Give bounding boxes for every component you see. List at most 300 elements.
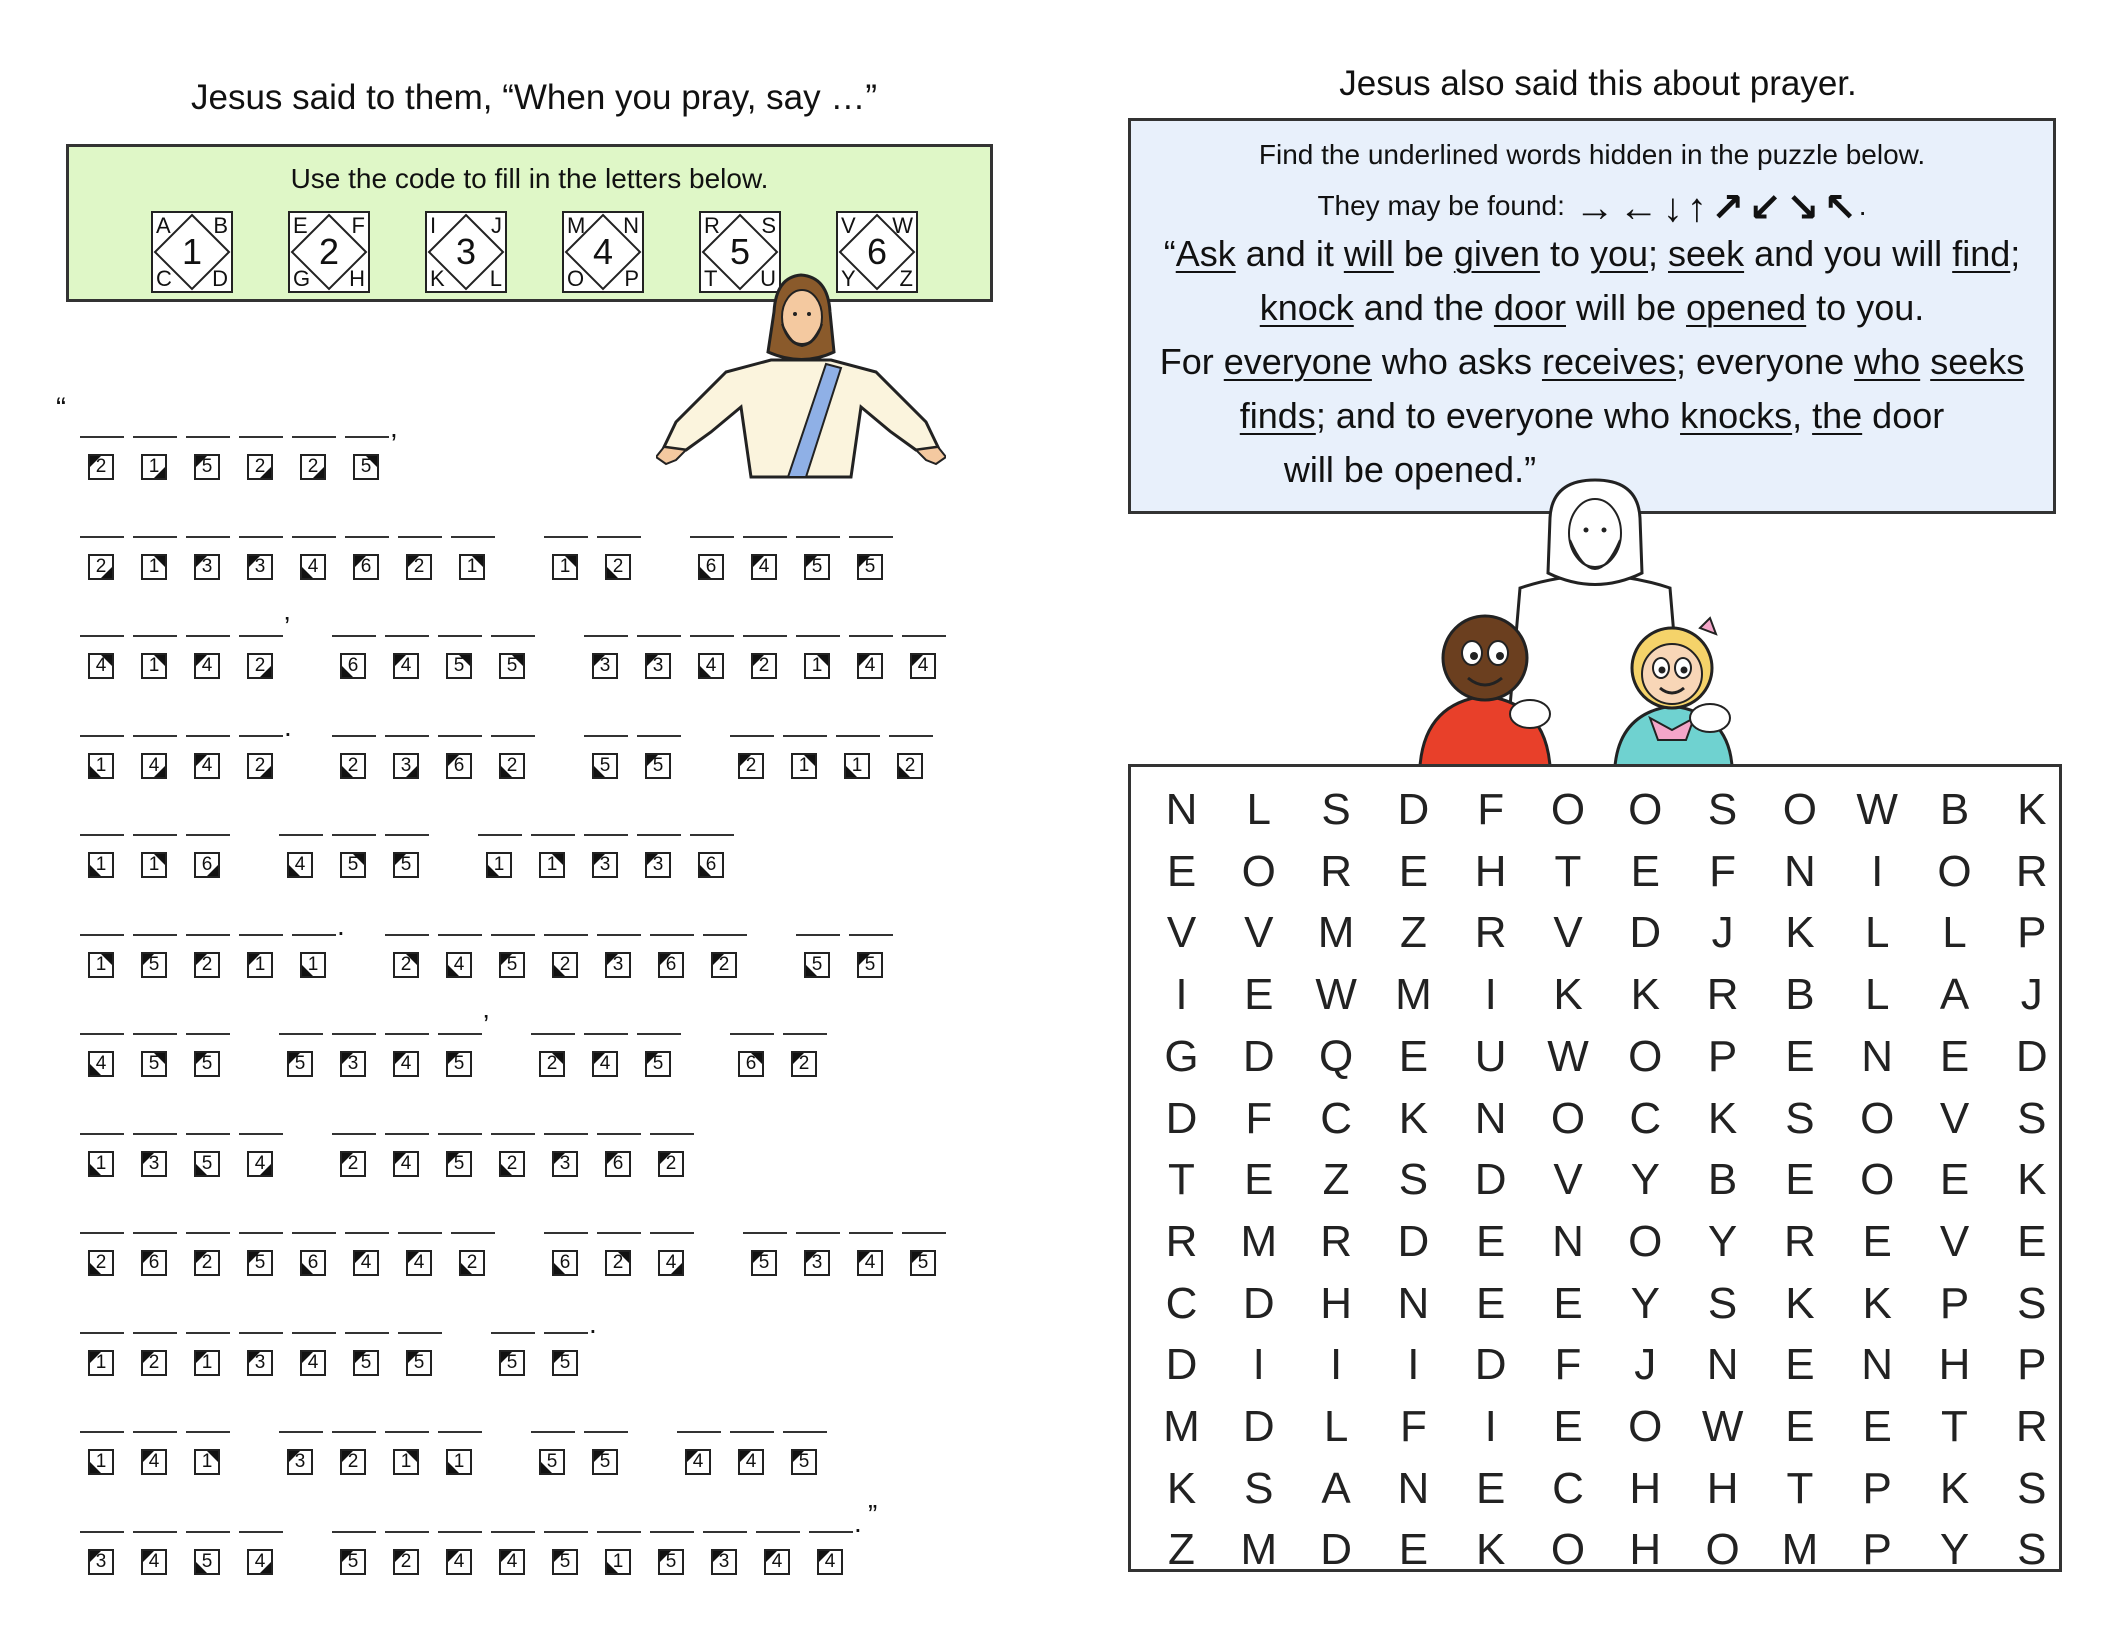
answer-blank[interactable] <box>186 735 230 737</box>
answer-blank[interactable] <box>186 1232 230 1234</box>
grid-letter[interactable]: E <box>1398 1031 1429 1081</box>
cipher-letter-slot[interactable] <box>184 924 234 984</box>
answer-blank[interactable] <box>849 934 893 936</box>
grid-letter[interactable]: N <box>1165 785 1198 834</box>
cipher-letter-slot[interactable] <box>237 526 287 586</box>
grid-letter[interactable]: K <box>1707 1093 1738 1143</box>
grid-letter[interactable]: E <box>1244 1155 1274 1205</box>
cipher-letter-slot[interactable] <box>343 526 393 586</box>
grid-letter[interactable]: K <box>2017 1155 2047 1205</box>
cipher-letter-slot[interactable] <box>489 1521 539 1581</box>
cipher-letter-slot[interactable] <box>78 426 128 486</box>
grid-letter[interactable]: N <box>1784 846 1816 896</box>
cipher-letter-slot[interactable] <box>78 1123 128 1183</box>
grid-letter[interactable]: D <box>2015 1031 2048 1081</box>
grid-letter[interactable]: O <box>1628 1216 1663 1266</box>
cipher-letter-slot[interactable] <box>887 725 937 785</box>
answer-blank[interactable] <box>491 934 535 936</box>
cipher-letter-slot[interactable] <box>741 625 791 685</box>
cipher-letter-slot[interactable] <box>741 1222 791 1282</box>
cipher-letter-slot[interactable] <box>781 1421 831 1481</box>
answer-blank[interactable] <box>332 735 376 737</box>
cipher-letter-slot[interactable] <box>343 426 393 486</box>
grid-letter[interactable]: N <box>1861 1031 1894 1081</box>
cipher-letter-slot[interactable] <box>237 625 287 685</box>
grid-letter[interactable]: T <box>1168 1155 1195 1205</box>
answer-blank[interactable] <box>133 436 177 438</box>
cipher-letter-slot[interactable] <box>237 1123 287 1183</box>
cipher-letter-slot[interactable] <box>595 1222 645 1282</box>
grid-letter[interactable]: S <box>1707 785 1738 834</box>
grid-letter[interactable]: L <box>1246 785 1272 834</box>
grid-letter[interactable]: S <box>1785 1093 1815 1143</box>
cipher-letter-slot[interactable] <box>383 924 433 984</box>
answer-blank[interactable] <box>385 1431 429 1433</box>
answer-blank[interactable] <box>186 834 230 836</box>
cipher-letter-slot[interactable] <box>675 1421 725 1481</box>
cipher-letter-slot[interactable] <box>131 1521 181 1581</box>
answer-blank[interactable] <box>332 1431 376 1433</box>
answer-blank[interactable] <box>743 635 787 637</box>
cipher-letter-slot[interactable] <box>741 526 791 586</box>
grid-letter[interactable]: D <box>1320 1525 1352 1575</box>
cipher-letter-slot[interactable] <box>489 1123 539 1183</box>
grid-letter[interactable]: W <box>1856 785 1898 834</box>
cipher-letter-slot[interactable] <box>237 725 287 785</box>
grid-letter[interactable]: Y <box>1630 1155 1660 1205</box>
grid-letter[interactable]: O <box>1860 1155 1895 1205</box>
cipher-letter-slot[interactable] <box>728 1023 778 1083</box>
answer-blank[interactable] <box>133 735 177 737</box>
cipher-letter-slot[interactable] <box>131 824 181 884</box>
cipher-letter-slot[interactable] <box>330 725 380 785</box>
grid-letter[interactable]: R <box>2015 1402 2048 1451</box>
answer-blank[interactable] <box>332 1033 376 1035</box>
grid-letter[interactable]: O <box>1241 846 1276 896</box>
cipher-letter-slot[interactable] <box>78 725 128 785</box>
answer-blank[interactable] <box>186 1332 230 1334</box>
grid-letter[interactable]: S <box>1321 785 1351 834</box>
cipher-letter-slot[interactable] <box>436 924 486 984</box>
grid-letter[interactable]: D <box>1165 1093 1198 1143</box>
cipher-letter-slot[interactable] <box>383 824 433 884</box>
answer-blank[interactable] <box>80 1332 124 1334</box>
answer-blank[interactable] <box>385 735 429 737</box>
grid-letter[interactable]: R <box>1474 908 1507 958</box>
cipher-letter-slot[interactable] <box>396 526 446 586</box>
answer-blank[interactable] <box>239 1133 283 1135</box>
grid-letter[interactable]: A <box>1321 1463 1351 1513</box>
grid-letter[interactable]: E <box>1476 1463 1506 1513</box>
grid-letter[interactable]: O <box>1705 1525 1740 1575</box>
cipher-letter-slot[interactable] <box>754 1521 804 1581</box>
grid-letter[interactable]: E <box>2017 1216 2047 1266</box>
grid-letter[interactable]: O <box>1550 785 1586 834</box>
grid-letter[interactable]: A <box>1939 970 1970 1020</box>
answer-blank[interactable] <box>438 635 482 637</box>
answer-blank[interactable] <box>743 1232 787 1234</box>
answer-blank[interactable] <box>398 1332 442 1334</box>
cipher-letter-slot[interactable] <box>78 1521 128 1581</box>
cipher-letter-slot[interactable] <box>131 725 181 785</box>
grid-letter[interactable]: I <box>1484 1402 1497 1451</box>
cipher-letter-slot[interactable] <box>489 725 539 785</box>
answer-blank[interactable] <box>80 1431 124 1433</box>
answer-blank[interactable] <box>239 635 283 637</box>
grid-letter[interactable]: C <box>1629 1093 1662 1143</box>
cipher-letter-slot[interactable] <box>237 1322 287 1382</box>
cipher-letter-slot[interactable] <box>834 725 884 785</box>
answer-blank[interactable] <box>80 1531 124 1533</box>
word-search-grid[interactable] <box>1128 764 2062 1575</box>
answer-blank[interactable] <box>796 934 840 936</box>
cipher-letter-slot[interactable] <box>542 526 592 586</box>
cipher-letter-slot[interactable] <box>184 625 234 685</box>
grid-letter[interactable]: K <box>1166 1463 1197 1513</box>
answer-blank[interactable] <box>398 1232 442 1234</box>
answer-blank[interactable] <box>849 635 893 637</box>
grid-letter[interactable]: E <box>1553 1278 1583 1328</box>
answer-blank[interactable] <box>80 834 124 836</box>
cipher-letter-slot[interactable] <box>78 924 128 984</box>
grid-letter[interactable]: F <box>1709 846 1737 896</box>
answer-blank[interactable] <box>239 735 283 737</box>
grid-letter[interactable]: Z <box>1168 1525 1195 1575</box>
cipher-letter-slot[interactable] <box>290 1322 340 1382</box>
cipher-letter-slot[interactable] <box>330 625 380 685</box>
cipher-letter-slot[interactable] <box>383 1123 433 1183</box>
grid-letter[interactable]: O <box>1628 1402 1663 1451</box>
grid-letter[interactable]: S <box>1398 1155 1429 1205</box>
answer-blank[interactable] <box>637 1033 681 1035</box>
grid-letter[interactable]: E <box>1166 846 1197 896</box>
grid-letter[interactable]: N <box>1706 1340 1739 1390</box>
answer-blank[interactable] <box>584 735 628 737</box>
answer-blank[interactable] <box>491 635 535 637</box>
cipher-letter-slot[interactable] <box>184 725 234 785</box>
cipher-letter-slot[interactable] <box>648 1521 698 1581</box>
cipher-letter-slot[interactable] <box>131 1222 181 1282</box>
answer-blank[interactable] <box>438 934 482 936</box>
grid-letter[interactable]: O <box>1860 1093 1895 1143</box>
answer-blank[interactable] <box>597 934 641 936</box>
cipher-letter-slot[interactable] <box>184 526 234 586</box>
cipher-letter-slot[interactable] <box>277 1421 327 1481</box>
answer-blank[interactable] <box>133 1232 177 1234</box>
cipher-letter-slot[interactable] <box>290 526 340 586</box>
grid-letter[interactable]: M <box>1317 908 1355 958</box>
grid-letter[interactable]: Z <box>1322 1155 1350 1205</box>
answer-blank[interactable] <box>531 1431 575 1433</box>
cipher-letter-slot[interactable] <box>277 1023 327 1083</box>
grid-letter[interactable]: D <box>1629 908 1662 958</box>
grid-letter[interactable]: C <box>1165 1278 1198 1328</box>
cipher-letter-slot[interactable] <box>343 1222 393 1282</box>
answer-blank[interactable] <box>239 436 283 438</box>
answer-blank[interactable] <box>796 1232 840 1234</box>
grid-letter[interactable]: E <box>1398 1525 1429 1575</box>
grid-letter[interactable]: N <box>1397 1278 1430 1328</box>
answer-blank[interactable] <box>544 1332 588 1334</box>
cipher-letter-slot[interactable] <box>436 1521 486 1581</box>
answer-blank[interactable] <box>544 934 588 936</box>
grid-letter[interactable]: O <box>1550 1093 1586 1143</box>
grid-letter[interactable]: O <box>1937 846 1972 896</box>
answer-blank[interactable] <box>650 1232 694 1234</box>
cipher-letter-slot[interactable] <box>330 824 380 884</box>
cipher-letter-slot[interactable] <box>78 1322 128 1382</box>
grid-letter[interactable]: T <box>1786 1463 1814 1513</box>
grid-letter[interactable]: L <box>1323 1402 1349 1451</box>
grid-letter[interactable]: K <box>1398 1093 1429 1143</box>
cipher-letter-slot[interactable] <box>595 1521 645 1581</box>
answer-blank[interactable] <box>186 635 230 637</box>
cipher-letter-slot[interactable] <box>635 625 685 685</box>
cipher-letter-slot[interactable] <box>529 1023 579 1083</box>
answer-blank[interactable] <box>292 934 336 936</box>
grid-letter[interactable]: T <box>1941 1402 1968 1451</box>
cipher-letter-slot[interactable] <box>237 924 287 984</box>
answer-blank[interactable] <box>730 1033 774 1035</box>
grid-letter[interactable]: R <box>2015 846 2048 896</box>
cipher-letter-slot[interactable] <box>383 1023 433 1083</box>
cipher-letter-slot[interactable] <box>781 725 831 785</box>
grid-letter[interactable]: S <box>2017 1093 2047 1143</box>
cipher-letter-slot[interactable] <box>648 1222 698 1282</box>
answer-blank[interactable] <box>438 1531 482 1533</box>
answer-blank[interactable] <box>849 536 893 538</box>
grid-letter[interactable]: R <box>1706 970 1739 1020</box>
cipher-letter-slot[interactable] <box>542 1322 592 1382</box>
grid-letter[interactable]: U <box>1474 1031 1507 1081</box>
answer-blank[interactable] <box>385 1531 429 1533</box>
answer-blank[interactable] <box>345 536 389 538</box>
answer-blank[interactable] <box>637 635 681 637</box>
answer-blank[interactable] <box>544 536 588 538</box>
grid-letter[interactable]: K <box>1476 1525 1506 1575</box>
cipher-letter-slot[interactable] <box>648 924 698 984</box>
grid-letter[interactable]: L <box>1864 970 1890 1020</box>
answer-blank[interactable] <box>385 934 429 936</box>
grid-letter[interactable]: D <box>1242 1031 1275 1081</box>
answer-blank[interactable] <box>186 1033 230 1035</box>
grid-letter[interactable]: E <box>1244 970 1274 1020</box>
answer-blank[interactable] <box>239 1531 283 1533</box>
answer-blank[interactable] <box>133 635 177 637</box>
cipher-letter-slot[interactable] <box>131 1023 181 1083</box>
answer-blank[interactable] <box>292 536 336 538</box>
grid-letter[interactable]: S <box>2017 1525 2047 1575</box>
grid-letter[interactable]: E <box>1630 846 1660 896</box>
cipher-letter-slot[interactable] <box>847 526 897 586</box>
cipher-letter-slot[interactable] <box>343 1322 393 1382</box>
answer-blank[interactable] <box>345 436 389 438</box>
grid-letter[interactable]: V <box>1939 1216 1970 1266</box>
cipher-letter-slot[interactable] <box>542 1222 592 1282</box>
cipher-letter-slot[interactable] <box>131 1123 181 1183</box>
grid-letter[interactable]: E <box>1862 1216 1892 1266</box>
cipher-letter-slot[interactable] <box>794 625 844 685</box>
grid-letter[interactable]: B <box>1707 1155 1738 1205</box>
answer-blank[interactable] <box>902 1232 946 1234</box>
cipher-letter-slot[interactable] <box>78 625 128 685</box>
answer-blank[interactable] <box>133 834 177 836</box>
cipher-letter-slot[interactable] <box>529 1421 579 1481</box>
answer-blank[interactable] <box>836 735 880 737</box>
cipher-letter-slot[interactable] <box>383 1521 433 1581</box>
grid-letter[interactable]: D <box>1474 1340 1507 1390</box>
answer-blank[interactable] <box>809 1531 853 1533</box>
answer-blank[interactable] <box>80 436 124 438</box>
answer-blank[interactable] <box>133 1531 177 1533</box>
grid-letter[interactable]: R <box>1784 1216 1816 1266</box>
answer-blank[interactable] <box>80 735 124 737</box>
cipher-letter-slot[interactable] <box>847 625 897 685</box>
answer-blank[interactable] <box>597 1133 641 1135</box>
answer-blank[interactable] <box>332 1531 376 1533</box>
grid-letter[interactable]: E <box>1785 1031 1815 1081</box>
cipher-letter-slot[interactable] <box>184 1421 234 1481</box>
grid-letter[interactable]: K <box>1862 1278 1892 1328</box>
cipher-letter-slot[interactable] <box>131 625 181 685</box>
answer-blank[interactable] <box>584 834 628 836</box>
grid-letter[interactable]: E <box>1785 1155 1815 1205</box>
cipher-letter-slot[interactable] <box>436 1421 486 1481</box>
answer-blank[interactable] <box>80 934 124 936</box>
cipher-letter-slot[interactable] <box>78 526 128 586</box>
grid-letter[interactable]: K <box>1939 1463 1970 1513</box>
answer-blank[interactable] <box>133 1033 177 1035</box>
grid-letter[interactable]: H <box>1938 1340 1971 1390</box>
cipher-letter-slot[interactable] <box>595 1123 645 1183</box>
answer-blank[interactable] <box>239 934 283 936</box>
answer-blank[interactable] <box>80 1232 124 1234</box>
grid-letter[interactable]: J <box>1711 908 1734 958</box>
answer-blank[interactable] <box>438 1431 482 1433</box>
answer-blank[interactable] <box>186 1133 230 1135</box>
cipher-letter-slot[interactable] <box>237 1222 287 1282</box>
grid-letter[interactable]: P <box>1707 1031 1738 1081</box>
grid-letter[interactable]: R <box>1165 1216 1198 1266</box>
answer-blank[interactable] <box>491 1332 535 1334</box>
grid-letter[interactable]: I <box>1329 1340 1343 1390</box>
answer-blank[interactable] <box>186 1531 230 1533</box>
answer-blank[interactable] <box>889 735 933 737</box>
grid-letter[interactable]: N <box>1861 1340 1894 1390</box>
cipher-letter-slot[interactable] <box>728 725 778 785</box>
cipher-letter-slot[interactable] <box>529 824 579 884</box>
grid-letter[interactable]: I <box>1252 1340 1265 1390</box>
grid-letter[interactable]: G <box>1164 1031 1199 1081</box>
cipher-letter-slot[interactable] <box>436 1123 486 1183</box>
cipher-letter-slot[interactable] <box>807 1521 857 1581</box>
grid-letter[interactable]: E <box>1862 1402 1892 1451</box>
grid-letter[interactable]: O <box>1628 1031 1663 1081</box>
answer-blank[interactable] <box>279 1033 323 1035</box>
answer-blank[interactable] <box>597 536 641 538</box>
grid-letter[interactable]: I <box>1175 970 1188 1020</box>
answer-blank[interactable] <box>438 735 482 737</box>
answer-blank[interactable] <box>703 1531 747 1533</box>
answer-blank[interactable] <box>637 834 681 836</box>
grid-letter[interactable]: S <box>1707 1278 1738 1328</box>
grid-letter[interactable]: F <box>1245 1093 1273 1143</box>
cipher-letter-slot[interactable] <box>900 1222 950 1282</box>
grid-letter[interactable]: B <box>1939 785 1970 834</box>
grid-letter[interactable]: D <box>1242 1402 1275 1451</box>
cipher-letter-slot[interactable] <box>794 924 844 984</box>
grid-letter[interactable]: S <box>2017 1463 2047 1513</box>
grid-letter[interactable]: M <box>1781 1525 1819 1575</box>
answer-blank[interactable] <box>292 436 336 438</box>
grid-letter[interactable]: D <box>1242 1278 1275 1328</box>
answer-blank[interactable] <box>677 1431 721 1433</box>
answer-blank[interactable] <box>637 735 681 737</box>
answer-blank[interactable] <box>385 834 429 836</box>
cipher-letter-slot[interactable] <box>489 924 539 984</box>
cipher-letter-slot[interactable] <box>449 526 499 586</box>
cipher-letter-slot[interactable] <box>330 1421 380 1481</box>
answer-blank[interactable] <box>279 834 323 836</box>
cipher-letter-slot[interactable] <box>582 1421 632 1481</box>
answer-blank[interactable] <box>491 1531 535 1533</box>
cipher-letter-slot[interactable] <box>436 625 486 685</box>
answer-blank[interactable] <box>186 1431 230 1433</box>
grid-letter[interactable]: N <box>1397 1463 1430 1513</box>
grid-letter[interactable]: L <box>1864 908 1890 958</box>
grid-letter[interactable]: I <box>1484 970 1497 1020</box>
cipher-letter-slot[interactable] <box>78 1023 128 1083</box>
cipher-letter-slot[interactable] <box>688 526 738 586</box>
answer-blank[interactable] <box>80 536 124 538</box>
answer-blank[interactable] <box>849 1232 893 1234</box>
grid-letter[interactable]: S <box>2017 1278 2047 1328</box>
grid-letter[interactable]: J <box>2020 970 2043 1020</box>
grid-letter[interactable]: Q <box>1318 1031 1354 1081</box>
answer-blank[interactable] <box>597 1232 641 1234</box>
cipher-letter-slot[interactable] <box>131 924 181 984</box>
answer-blank[interactable] <box>385 1033 429 1035</box>
grid-letter[interactable]: Y <box>1707 1216 1738 1266</box>
answer-blank[interactable] <box>597 1531 641 1533</box>
answer-blank[interactable] <box>690 536 734 538</box>
answer-blank[interactable] <box>478 834 522 836</box>
answer-blank[interactable] <box>186 436 230 438</box>
cipher-letter-slot[interactable] <box>688 824 738 884</box>
answer-blank[interactable] <box>491 1133 535 1135</box>
answer-blank[interactable] <box>133 536 177 538</box>
grid-letter[interactable]: K <box>1785 1278 1815 1328</box>
grid-letter[interactable]: L <box>1942 908 1967 958</box>
grid-letter[interactable]: O <box>1628 785 1663 834</box>
grid-letter[interactable]: P <box>2017 1340 2047 1390</box>
cipher-letter-slot[interactable] <box>131 1322 181 1382</box>
grid-letter[interactable]: R <box>1320 1216 1352 1266</box>
answer-blank[interactable] <box>398 536 442 538</box>
answer-blank[interactable] <box>730 1431 774 1433</box>
cipher-letter-slot[interactable] <box>290 924 340 984</box>
answer-blank[interactable] <box>690 635 734 637</box>
grid-letter[interactable]: C <box>1552 1463 1584 1513</box>
answer-blank[interactable] <box>279 1431 323 1433</box>
answer-blank[interactable] <box>239 1332 283 1334</box>
cipher-letter-slot[interactable] <box>383 725 433 785</box>
grid-letter[interactable]: D <box>1474 1155 1507 1205</box>
grid-letter[interactable]: Z <box>1399 908 1427 958</box>
grid-letter[interactable]: F <box>1554 1340 1582 1390</box>
answer-blank[interactable] <box>385 1133 429 1135</box>
answer-blank[interactable] <box>531 1033 575 1035</box>
